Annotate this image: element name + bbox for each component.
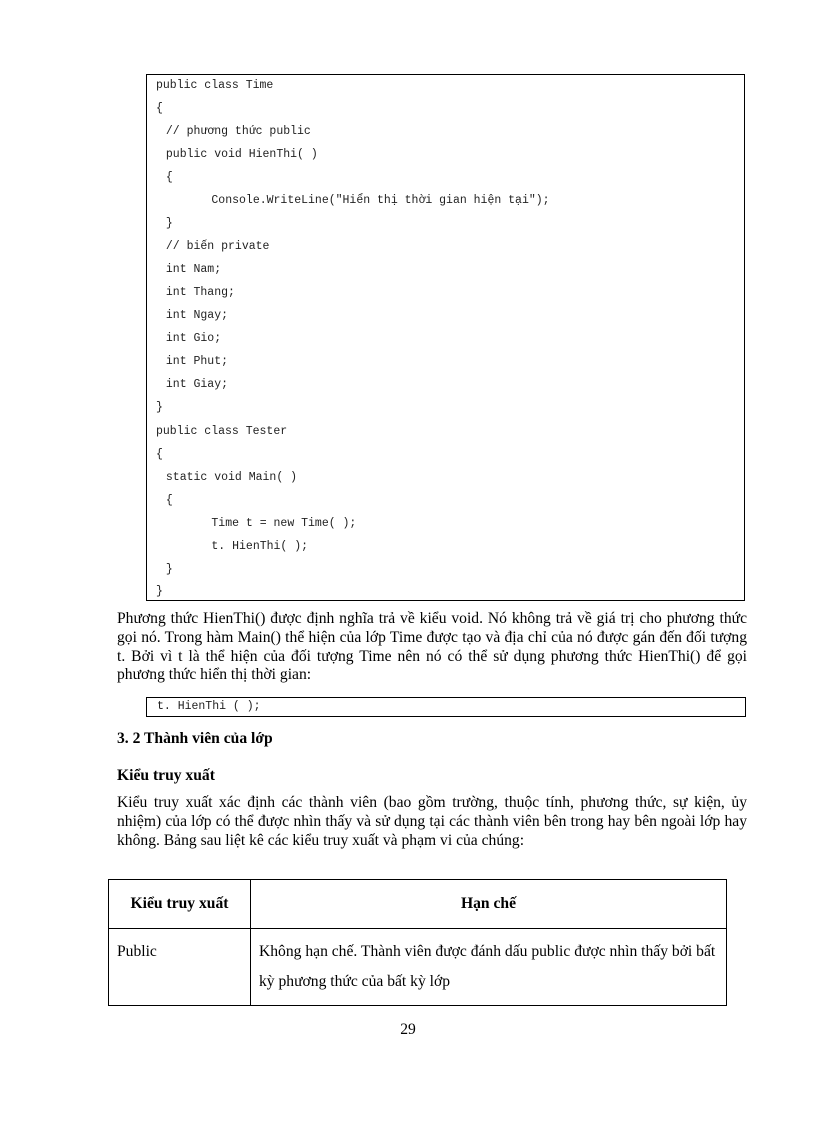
inline-code-block [146,697,746,717]
code-line: int Thang; [159,286,235,299]
paragraph-hienthi-explanation: Phương thức HienThi() được định nghĩa trả về kiểu void. Nó không trả về giá trị cho phương thức gọi nó. Trong hàm Main() thể hiện của lớp Time được tạo và địa chỉ của nó được gán đến đối tượng t. Bởi vì t là thể hiện của đối tượng Time nên nó có thể sử dụng phương thức HienThi() để gọi phương thức hiển thị thời gian: [117,610,747,684]
code-line: } [156,401,163,414]
code-line: int Phut; [159,355,229,368]
access-modifier-table [108,879,727,1006]
code-line: t. HienThi( ); [170,540,309,553]
code-line: // phương thức public [159,125,311,138]
code-line: int Nam; [159,263,222,276]
subheading-access-modifier: Kiểu truy xuất [117,767,215,784]
table-cell-modifier: Public [109,929,251,1006]
code-line: int Gio; [159,332,222,345]
code-line: } [156,585,163,598]
code-line: public class Time [156,79,274,92]
code-line: } [159,563,173,576]
table-header-restriction: Hạn chế [251,880,727,929]
code-line: int Giay; [159,378,229,391]
page-number: 29 [400,1021,416,1038]
paragraph-access-modifier: Kiểu truy xuất xác định các thành viên (bao gồm trường, thuộc tính, phương thức, sự kiện, ủy nhiệm) của lớp có thể được nhìn thấy và sử dụng tại các thành viên bên trong hay bên ngoài lớp hay không. Bảng sau liệt kê các kiểu truy xuất và phạm vi của chúng: [117,794,747,849]
code-line: { [159,171,173,184]
table-header-access: Kiểu truy xuất [109,880,251,929]
code-line: { [156,448,163,461]
code-line: Time t = new Time( ); [170,517,357,530]
code-line: int Ngay; [159,309,229,322]
code-line: // biến private [159,240,270,253]
code-line: Console.WriteLine("Hiển thị thời gian hiện tại"); [170,194,550,207]
code-line: public void HienThi( ) [159,148,318,161]
code-line: static void Main( ) [159,471,298,484]
table-cell-restriction: Không hạn chế. Thành viên được đánh dấu public được nhìn thấy bởi bất kỳ phương thức của bất kỳ lớp [251,929,727,1006]
code-line: { [159,494,173,507]
code-line: public class Tester [156,425,288,438]
table-row [109,929,727,1006]
code-block [146,74,745,601]
section-heading: 3. 2 Thành viên của lớp [117,730,273,747]
code-line: { [156,102,163,115]
inline-code-text: t. HienThi ( ); [157,700,261,713]
code-line: } [159,217,173,230]
table-header-row [109,880,727,929]
